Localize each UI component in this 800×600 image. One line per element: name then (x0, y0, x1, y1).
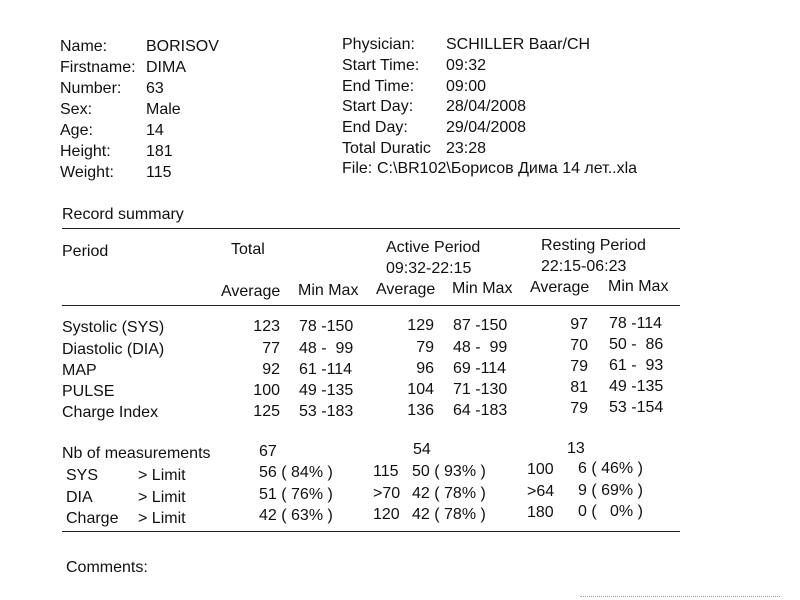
row-total-avg: 92 (262, 361, 280, 378)
sex-value: Male (146, 101, 181, 118)
row-active-avg: 96 (416, 360, 434, 377)
firstname-label: Firstname: (60, 59, 136, 76)
active-range: 09:32-22:15 (386, 260, 472, 277)
limit-label: SYS (66, 467, 99, 484)
row-rest-minmax: 49 -135 (609, 378, 664, 395)
measurements-active: 54 (413, 441, 431, 458)
name-value: BORISOV (146, 38, 219, 55)
limit-cond: > Limit (138, 489, 186, 506)
row-total-minmax: 61 -114 (299, 361, 353, 378)
start-day-value: 28/04/2008 (446, 98, 527, 115)
row-rest-avg: 70 (570, 337, 588, 354)
end-day-label: End Day: (342, 119, 408, 136)
limit-rest-threshold: >64 (527, 483, 555, 500)
total-duration-value: 23:28 (446, 140, 487, 157)
file-label: File: (342, 160, 373, 177)
physician-label: Physician: (342, 36, 415, 53)
row-active-avg: 129 (407, 317, 434, 334)
divider-top (62, 228, 680, 229)
end-time-label: End Time: (342, 78, 415, 95)
limit-rest: 6 ( 46% ) (578, 460, 643, 477)
limit-active: 42 ( 78% ) (412, 506, 486, 523)
measurements-label: Nb of measurements (62, 445, 211, 462)
number-value: 63 (146, 80, 164, 97)
limit-active-threshold: 115 (373, 463, 399, 480)
row-active-minmax: 64 -183 (453, 402, 508, 419)
row-total-avg: 123 (253, 318, 280, 335)
end-day-value: 29/04/2008 (446, 119, 527, 136)
row-rest-minmax: 50 - 86 (609, 336, 664, 353)
limit-total: 56 ( 84% ) (259, 464, 333, 481)
limit-label: DIA (66, 489, 93, 506)
row-active-avg: 104 (407, 381, 434, 398)
row-total-minmax: 49 -135 (299, 382, 354, 399)
row-total-avg: 125 (253, 403, 280, 420)
row-rest-minmax: 53 -154 (609, 399, 664, 416)
resting-minmax-label: Min Max (608, 278, 669, 295)
limit-total: 51 ( 76% ) (259, 486, 333, 503)
divider-bottom (62, 531, 680, 532)
row-rest-avg: 79 (570, 358, 588, 375)
divider-header (62, 305, 680, 306)
active-average-label: Average (376, 281, 436, 298)
file-value: C:\BR102\Борисов Дима 14 лет..xla (377, 160, 638, 177)
limit-rest: 0 ( 0% ) (578, 503, 643, 520)
row-label: MAP (62, 362, 97, 379)
summary-title: Record summary (62, 206, 184, 223)
start-time-value: 09:32 (446, 57, 487, 74)
name-label: Name: (60, 38, 108, 55)
row-label: Charge Index (62, 404, 159, 421)
physician-value: SCHILLER Baar/CH (446, 36, 591, 53)
row-total-minmax: 53 -183 (299, 403, 354, 420)
total-header: Total (231, 241, 265, 258)
row-active-avg: 136 (407, 402, 434, 419)
weight-label: Weight: (60, 164, 114, 181)
active-header: Active Period (386, 239, 481, 256)
resting-average-label: Average (530, 279, 590, 296)
age-value: 14 (146, 122, 164, 139)
row-active-minmax: 69 -114 (453, 360, 507, 377)
active-minmax-label: Min Max (452, 280, 513, 297)
number-label: Number: (60, 80, 122, 97)
limit-cond: > Limit (138, 467, 186, 484)
period-header: Period (62, 243, 109, 260)
height-value: 181 (146, 143, 173, 160)
row-total-avg: 100 (253, 382, 280, 399)
sex-label: Sex: (60, 101, 93, 118)
start-time-label: Start Time: (342, 57, 420, 74)
limit-rest-threshold: 100 (527, 461, 554, 478)
row-active-minmax: 48 - 99 (453, 339, 508, 356)
age-label: Age: (60, 122, 93, 139)
limit-rest-threshold: 180 (527, 504, 554, 521)
row-total-avg: 77 (262, 340, 280, 357)
total-average-label: Average (221, 283, 281, 300)
limit-active-threshold: >70 (373, 485, 401, 502)
resting-range: 22:15-06:23 (541, 258, 627, 275)
start-day-label: Start Day: (342, 98, 414, 115)
row-label: PULSE (62, 383, 115, 400)
row-rest-avg: 81 (570, 379, 588, 396)
row-label: Systolic (SYS) (62, 319, 165, 336)
end-time-value: 09:00 (446, 78, 487, 95)
limit-active: 42 ( 78% ) (412, 485, 486, 502)
limit-cond: > Limit (138, 510, 186, 527)
scan-artifact (580, 596, 780, 597)
resting-header: Resting Period (541, 237, 646, 254)
row-active-avg: 79 (416, 339, 434, 356)
row-total-minmax: 48 - 99 (299, 340, 354, 357)
weight-value: 115 (146, 164, 172, 181)
total-duration-label: Total Duratic (342, 140, 431, 157)
row-rest-avg: 97 (570, 316, 588, 333)
limit-active: 50 ( 93% ) (412, 463, 486, 480)
row-rest-minmax: 61 - 93 (609, 357, 664, 374)
measurements-resting: 13 (567, 440, 585, 457)
height-label: Height: (60, 143, 111, 160)
row-rest-avg: 79 (570, 400, 588, 417)
limit-total: 42 ( 63% ) (259, 507, 333, 524)
row-active-minmax: 87 -150 (453, 317, 508, 334)
limit-label: Charge (66, 510, 119, 527)
limit-rest: 9 ( 69% ) (578, 482, 643, 499)
comments-label: Comments: (66, 559, 148, 576)
row-rest-minmax: 78 -114 (609, 315, 663, 332)
measurements-total: 67 (259, 443, 277, 460)
firstname-value: DIMA (146, 59, 186, 76)
limit-active-threshold: 120 (373, 506, 400, 523)
row-total-minmax: 78 -150 (299, 318, 354, 335)
row-active-minmax: 71 -130 (453, 381, 508, 398)
total-minmax-label: Min Max (298, 282, 359, 299)
row-label: Diastolic (DIA) (62, 341, 165, 358)
